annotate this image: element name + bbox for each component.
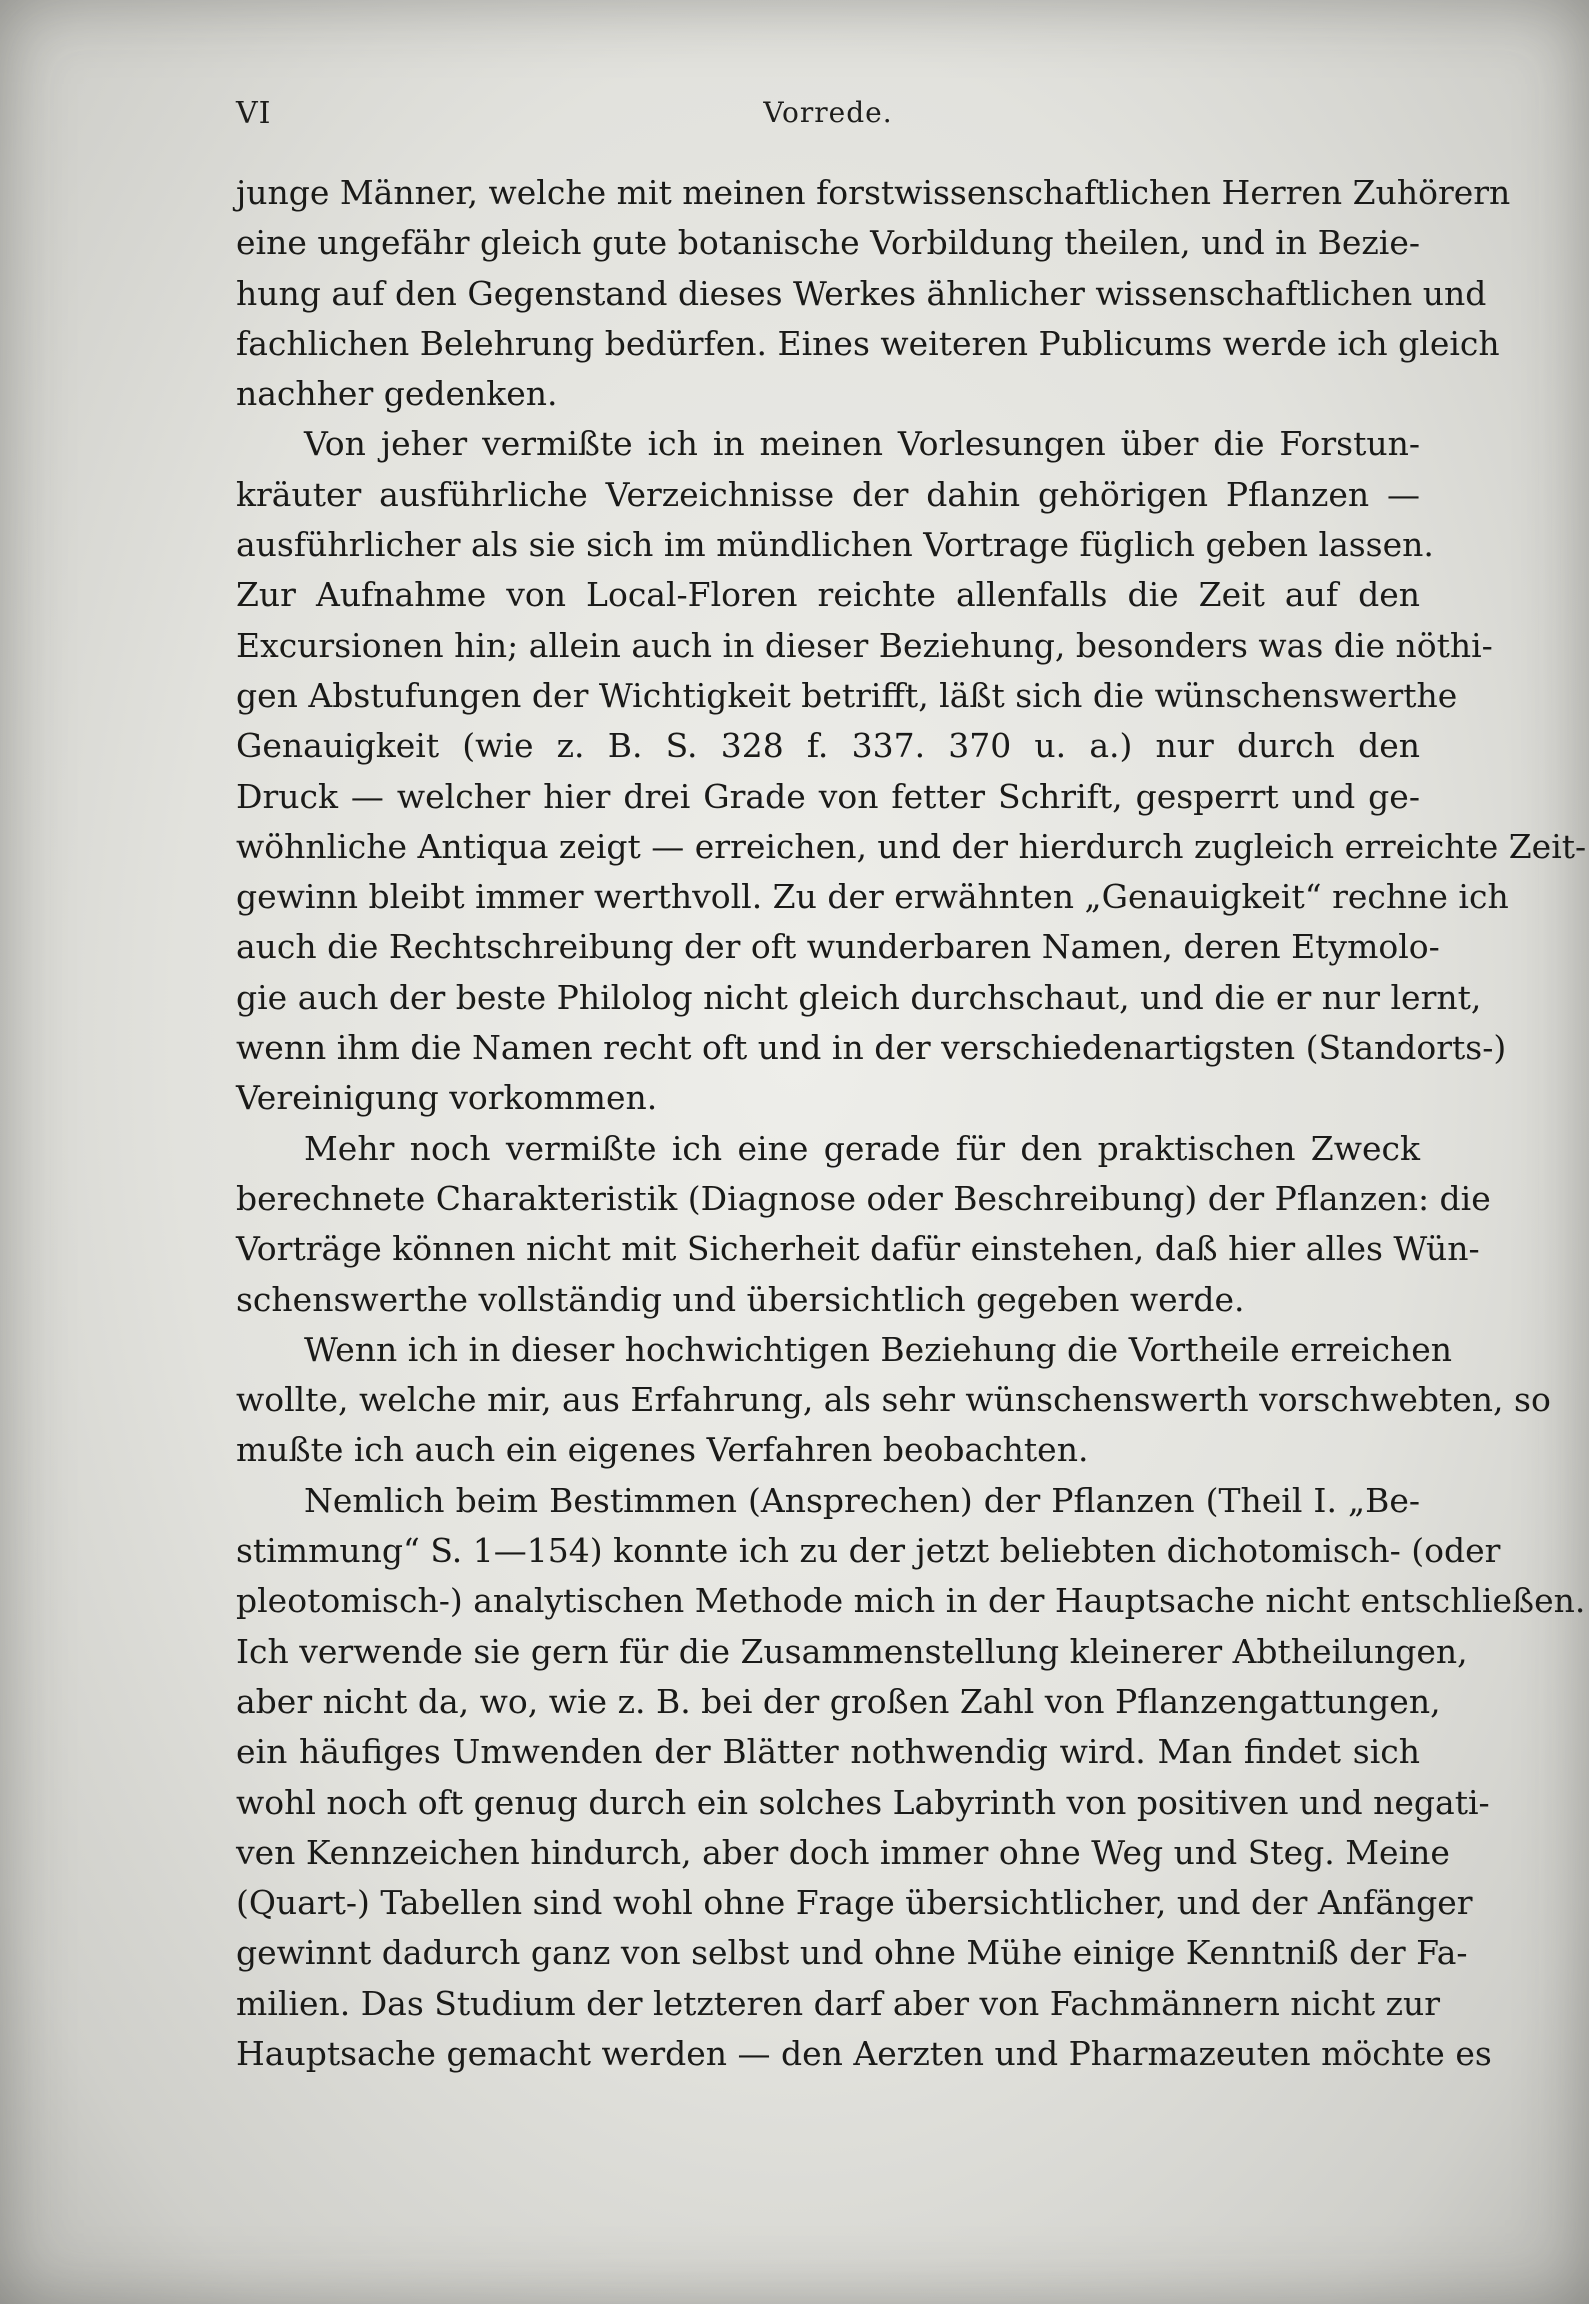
text-line: aber nicht da, wo, wie z. B. bei der großen Zahl von Pflanzengattungen, bbox=[236, 1681, 1441, 1721]
text-line: Mehr noch vermißte ich eine gerade für den praktischen Zweck bbox=[304, 1128, 1420, 1168]
text-line: gen Abstufungen der Wichtigkeit betrifft, läßt sich die wünschenswerthe bbox=[236, 675, 1458, 715]
text-line: (Quart-) Tabellen sind wohl ohne Frage übersichtlicher, und der Anfänger bbox=[236, 1883, 1473, 1923]
text-line: stimmung“ S. 1—154) konnte ich zu der jetzt beliebten dichotomisch- (oder bbox=[236, 1531, 1501, 1571]
text-line: Excursionen hin; allein auch in dieser Beziehung, besonders was die nöthi- bbox=[236, 625, 1493, 665]
text-line: gewinn bleibt immer werthvoll. Zu der erwähnten „Genauigkeit“ rechne ich bbox=[236, 877, 1509, 917]
text-line: gie auch der beste Philolog nicht gleich durchschaut, und die er nur lernt, bbox=[236, 977, 1482, 1017]
text-line: pleotomisch-) analytischen Methode mich in der Hauptsache nicht entschließen. bbox=[236, 1581, 1586, 1621]
text-line: Von jeher vermißte ich in meinen Vorlesungen über die Forstun- bbox=[304, 424, 1420, 464]
running-head: Vorrede. bbox=[763, 96, 893, 129]
text-line: Nemlich beim Bestimmen (Ansprechen) der Pflanzen (Theil I. „Be- bbox=[304, 1480, 1420, 1520]
text-line: mußte ich auch ein eigenes Verfahren beobachten. bbox=[236, 1430, 1089, 1470]
text-line: junge Männer, welche mit meinen forstwissenschaftlichen Herren Zuhörern bbox=[236, 173, 1511, 212]
text-line: Ich verwende sie gern für die Zusammenstellung kleinerer Abtheilungen, bbox=[236, 1631, 1468, 1671]
text-line: Genauigkeit (wie z. B. S. 328 f. 337. 370 u. a.) nur durch den bbox=[236, 726, 1420, 766]
text-line: fachlichen Belehrung bedürfen. Eines weiteren Publicums werde ich gleich bbox=[236, 323, 1500, 363]
body-text bbox=[236, 168, 1587, 2079]
text-line: auch die Rechtschreibung der oft wunderbaren Namen, deren Etymolo- bbox=[236, 927, 1440, 967]
text-line: eine ungefähr gleich gute botanische Vorbildung theilen, und in Bezie- bbox=[236, 223, 1420, 263]
text-line: gewinnt dadurch ganz von selbst und ohne Mühe einige Kenntniß der Fa- bbox=[236, 1933, 1468, 1973]
page-number: VI bbox=[236, 96, 272, 131]
text-line: kräuter ausführliche Verzeichnisse der dahin gehörigen Pflanzen — bbox=[236, 474, 1420, 514]
text-line: ausführlicher als sie sich im mündlichen Vortrage füglich geben lassen. bbox=[236, 525, 1434, 565]
text-line: Druck — welcher hier drei Grade von fetter Schrift, gesperrt und ge- bbox=[236, 776, 1420, 816]
text-line: berechnete Charakteristik (Diagnose oder Beschreibung) der Pflanzen: die bbox=[236, 1178, 1491, 1218]
text-line: schenswerthe vollständig und übersichtlich gegeben werde. bbox=[236, 1279, 1245, 1319]
text-line: Zur Aufnahme von Local-Floren reichte allenfalls die Zeit auf den bbox=[236, 575, 1420, 615]
text-line: Vereinigung vorkommen. bbox=[236, 1078, 658, 1118]
text-line: milien. Das Studium der letzteren darf aber von Fachmännern nicht zur bbox=[236, 1983, 1441, 2023]
text-line: wollte, welche mir, aus Erfahrung, als sehr wünschenswerth vorschwebten, so bbox=[236, 1380, 1551, 1420]
text-line: ein häufiges Umwenden der Blätter nothwendig wird. Man findet sich bbox=[236, 1732, 1420, 1772]
text-line: wöhnliche Antiqua zeigt — erreichen, und der hierdurch zugleich erreichte Zeit- bbox=[236, 826, 1587, 866]
page-header bbox=[236, 96, 1420, 136]
text-line: Vorträge können nicht mit Sicherheit dafür einstehen, daß hier alles Wün- bbox=[236, 1229, 1480, 1269]
text-line: Hauptsache gemacht werden — den Aerzten und Pharmazeuten möchte es bbox=[236, 2033, 1492, 2073]
text-line: Wenn ich in dieser hochwichtigen Beziehung die Vortheile erreichen bbox=[304, 1329, 1452, 1369]
text-line: wenn ihm die Namen recht oft und in der verschiedenartigsten (Standorts-) bbox=[236, 1028, 1507, 1068]
text-line: wohl noch oft genug durch ein solches Labyrinth von positiven und negati- bbox=[236, 1782, 1490, 1822]
text-line: hung auf den Gegenstand dieses Werkes ähnlicher wissenschaftlichen und bbox=[236, 273, 1487, 313]
text-line: nachher gedenken. bbox=[236, 374, 558, 414]
text-line: ven Kennzeichen hindurch, aber doch immer ohne Weg und Steg. Meine bbox=[236, 1832, 1450, 1872]
